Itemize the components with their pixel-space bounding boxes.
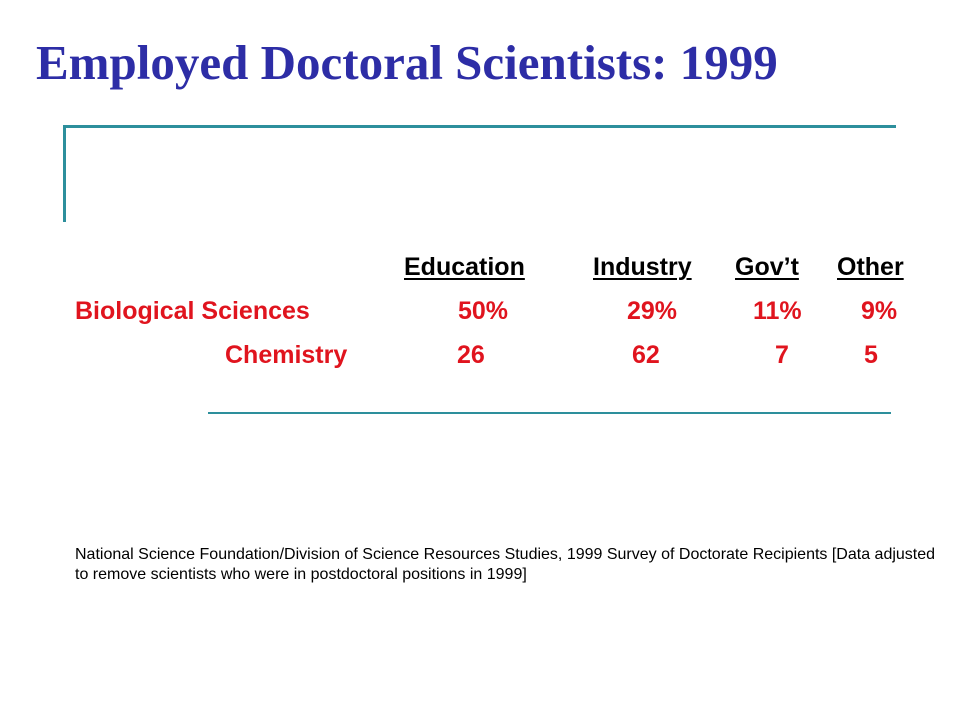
table-cell: 62 [632,341,660,369]
table-cell: 5 [864,341,878,369]
table-cell: 9% [861,297,898,325]
column-header-other: Other [837,253,904,281]
table-cell: 11% [753,297,802,325]
source-note: National Science Foundation/Division of Science Resources Studies, 1999 Survey of Doctorate Recipients [Data adjusted to remove scientists who were in postdoctoral positions in 1999] [75,546,936,583]
row-label-chemistry: Chemistry [225,341,348,369]
slide-title: Employed Doctoral Scientists: 1999 [36,35,778,90]
column-header-govt: Gov’t [735,253,799,281]
left-rule [63,125,66,222]
table-bottom-rule [208,412,891,414]
table-cell: 7 [775,341,789,369]
table-cell: 50% [458,297,509,325]
column-header-education: Education [404,253,525,281]
table-cell: 29% [627,297,678,325]
column-header-industry: Industry [593,253,692,281]
table-cell: 26 [457,341,485,369]
row-label-biological-sciences: Biological Sciences [75,297,310,325]
top-rule [63,125,896,128]
